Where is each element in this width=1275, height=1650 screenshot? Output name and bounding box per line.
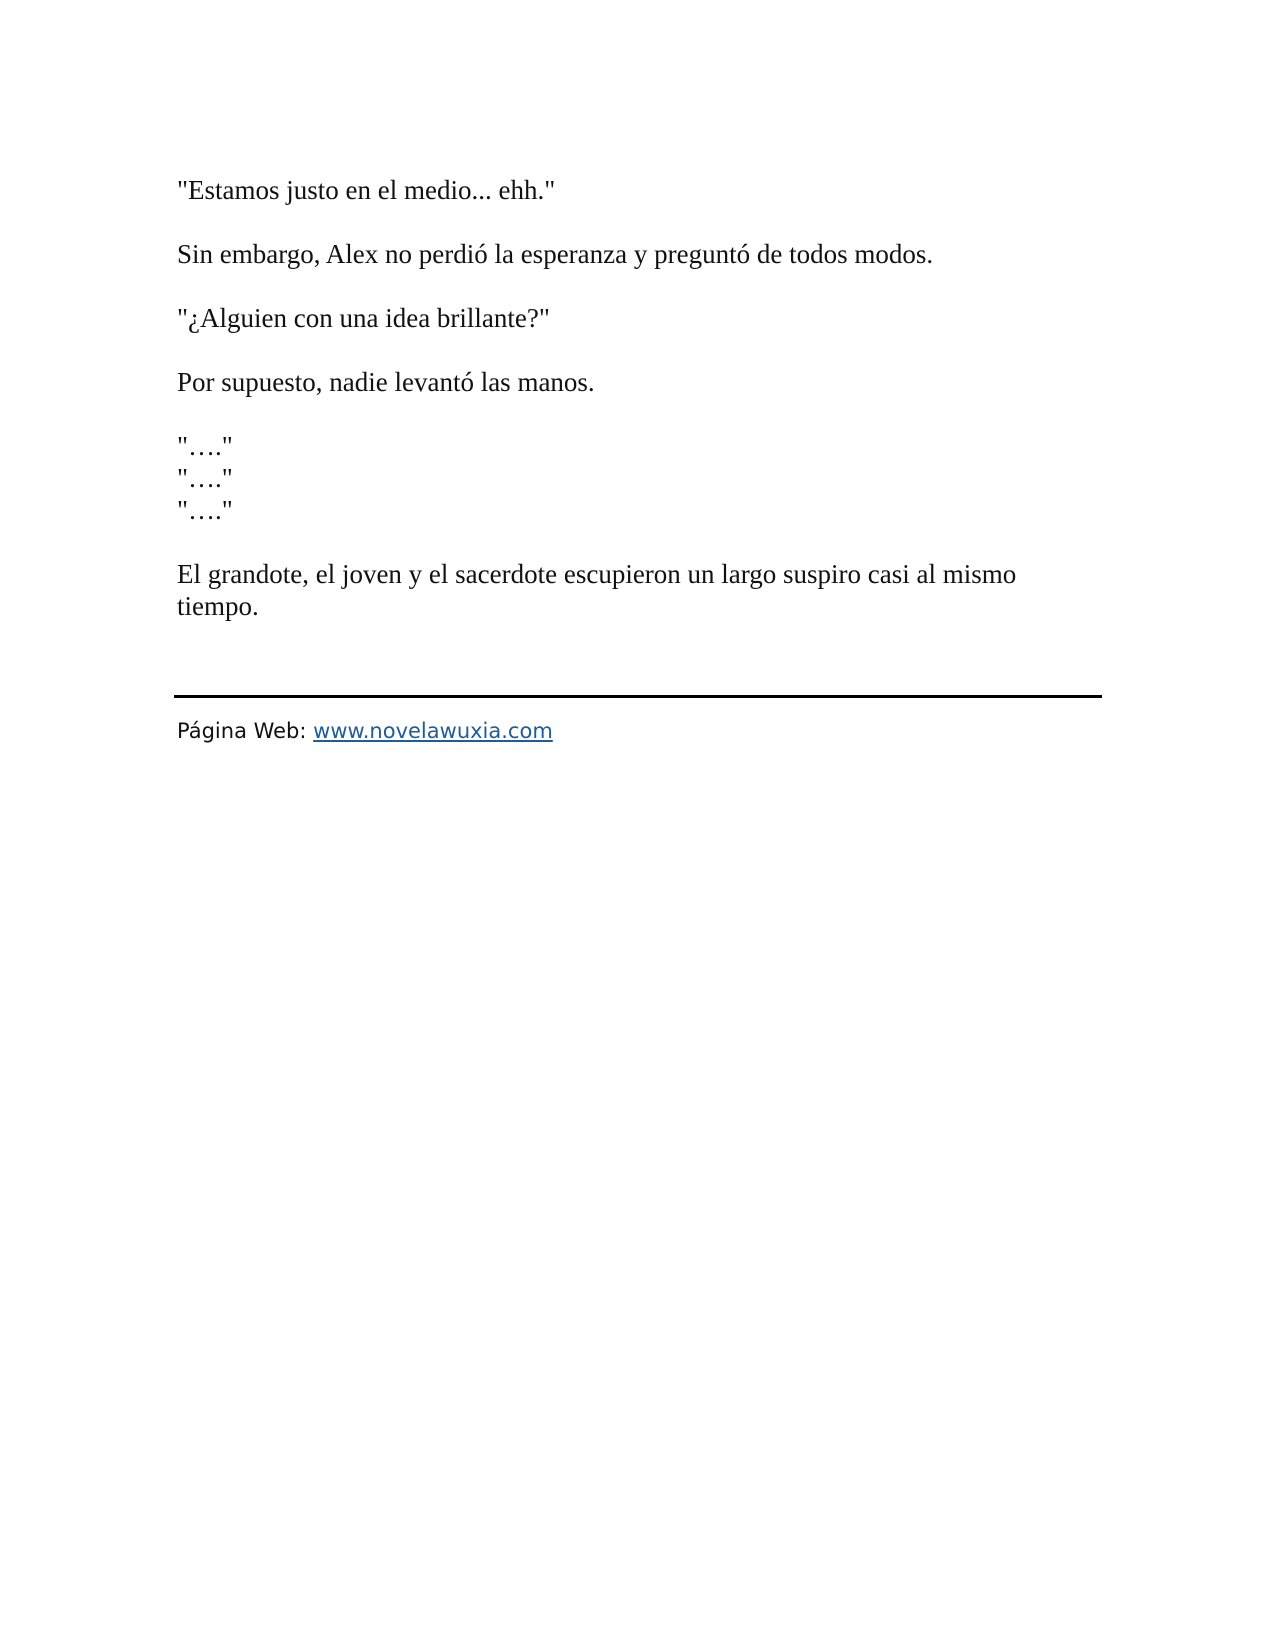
paragraph-el-grandote: El grandote, el joven y el sacerdote escupieron un largo suspiro casi al mismo tiempo. xyxy=(177,559,1017,621)
paragraph-estamos: "Estamos justo en el medio... ehh." xyxy=(177,175,556,205)
footer xyxy=(177,717,553,745)
ellipsis-line: "…." xyxy=(177,495,233,525)
paragraph-por-supuesto: Por supuesto, nadie levantó las manos. xyxy=(177,367,595,397)
document-body xyxy=(177,174,1097,654)
ellipsis-line: "…." xyxy=(177,463,233,493)
website-link[interactable]: www.novelawuxia.com xyxy=(313,719,553,743)
paragraph-sin-embargo: Sin embargo, Alex no perdió la esperanza y preguntó de todos modos. xyxy=(177,239,934,269)
ellipsis-dialogue xyxy=(177,430,1097,526)
footer-divider xyxy=(174,695,1102,698)
footer-label: Página Web: xyxy=(177,719,314,743)
paragraph-alguien: "¿Alguien con una idea brillante?" xyxy=(177,303,550,333)
ellipsis-line: "…." xyxy=(177,431,233,461)
